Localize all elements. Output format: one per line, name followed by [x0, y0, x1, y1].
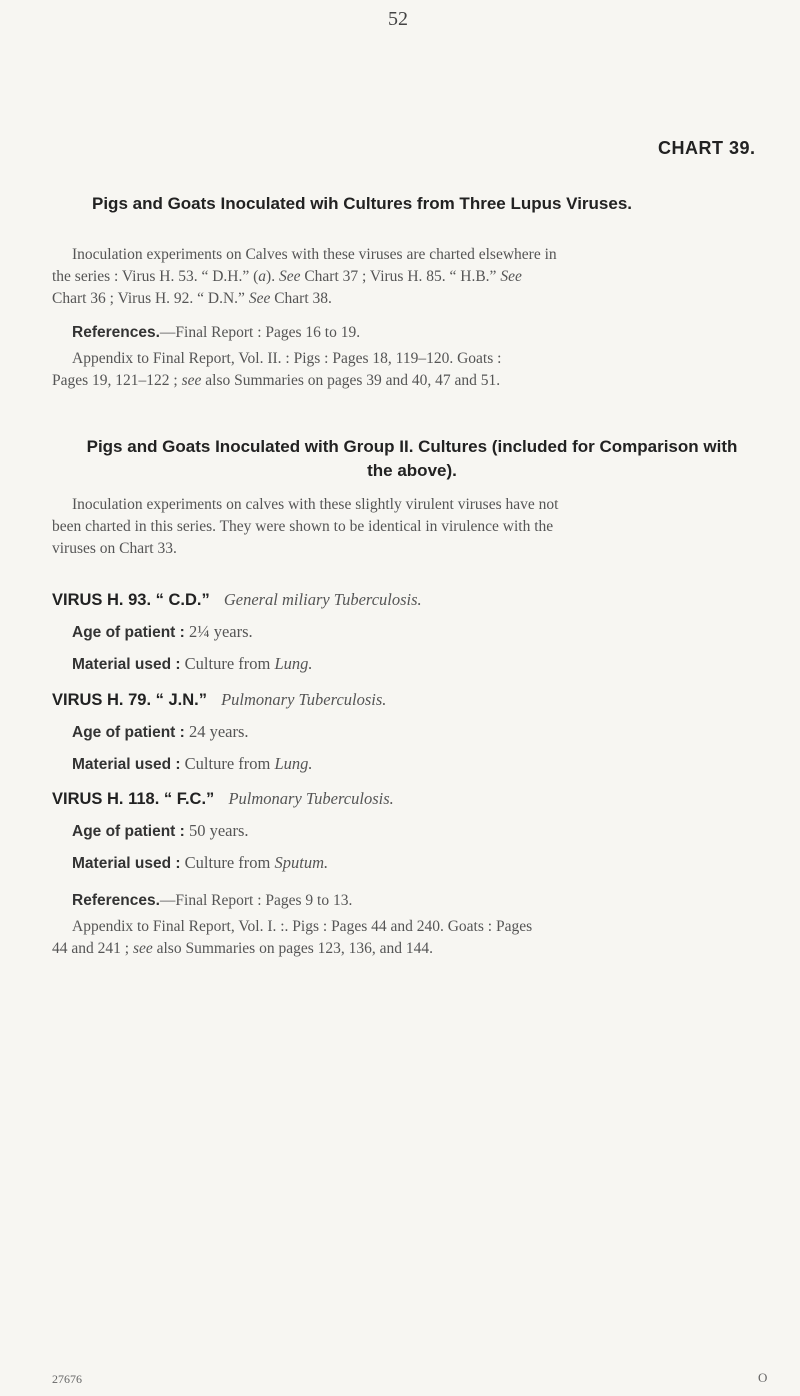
intro-1-line-3: Chart 36 ; Virus H. 92. “ D.N.” See Chart 38. [52, 290, 332, 307]
refs-2-line-1: References.—Final Report : Pages 9 to 13. [72, 892, 353, 909]
intro-1-line-2: the series : Virus H. 53. “ D.H.” (a). See Chart 37 ; Virus H. 85. “ H.B.” See [52, 268, 522, 285]
heading-2-line-1: Pigs and Goats Inoculated with Group II. Cultures (included for Comparison with [86, 437, 738, 456]
heading-group-ii [52, 435, 772, 483]
intro-paragraph-2 [52, 494, 772, 560]
refs-1-line-2: Appendix to Final Report, Vol. II. : Pigs : Pages 18, 119–120. Goats : [72, 350, 502, 367]
intro-2-line-1: Inoculation experiments on calves with these slightly virulent viruses have not [72, 496, 559, 513]
virus-disease: General miliary Tuberculosis. [223, 590, 422, 609]
heading-2-line-2: the above). [367, 461, 457, 480]
heading-lupus-viruses: Pigs and Goats Inoculated wih Cultures from Three Lupus Viruses. [92, 194, 633, 213]
virus-title: VIRUS H. 118. “ F.C.” [52, 790, 215, 808]
virus-title: VIRUS H. 93. “ C.D.” [52, 591, 210, 609]
virus-material-line: Material used : Culture from Sputum. [72, 853, 329, 872]
virus-entry [52, 690, 772, 774]
intro-1-line-1: Inoculation experiments on Calves with these viruses are charted elsewhere in [72, 246, 557, 263]
virus-material-line: Material used : Culture from Lung. [72, 754, 313, 773]
footer-print-code: 27676 [52, 1372, 82, 1386]
virus-disease: Pulmonary Tuberculosis. [228, 789, 394, 808]
virus-age-line: Age of patient : 50 years. [72, 821, 249, 840]
virus-entry [52, 590, 772, 674]
refs-1-line-1: References.—Final Report : Pages 16 to 19. [72, 324, 361, 341]
intro-2-line-2: been charted in this series. They were shown to be identical in virulence with the [52, 518, 554, 535]
virus-title-line [52, 789, 772, 809]
virus-title-line [52, 690, 772, 710]
footer-signature-mark: O [758, 1370, 768, 1385]
virus-entry [52, 789, 772, 873]
virus-disease: Pulmonary Tuberculosis. [221, 690, 387, 709]
chart-label: CHART 39. [658, 138, 756, 158]
virus-age-line: Age of patient : 24 years. [72, 722, 249, 741]
virus-title: VIRUS H. 79. “ J.N.” [52, 691, 207, 709]
virus-age-line: Age of patient : 2¼ years. [72, 622, 253, 641]
intro-paragraph-1 [52, 244, 772, 310]
refs-2-line-3: 44 and 241 ; see also Summaries on pages 123, 136, and 144. [52, 940, 433, 957]
refs-1-line-3: Pages 19, 121–122 ; see also Summaries on pages 39 and 40, 47 and 51. [52, 372, 501, 389]
references-block-1 [52, 322, 772, 392]
page-number: 52 [388, 8, 408, 30]
references-block-2 [52, 890, 772, 960]
virus-title-line [52, 590, 772, 610]
refs-2-line-2: Appendix to Final Report, Vol. I. :. Pigs : Pages 44 and 240. Goats : Pages [72, 918, 533, 935]
virus-material-line: Material used : Culture from Lung. [72, 654, 313, 673]
intro-2-line-3: viruses on Chart 33. [52, 540, 177, 557]
